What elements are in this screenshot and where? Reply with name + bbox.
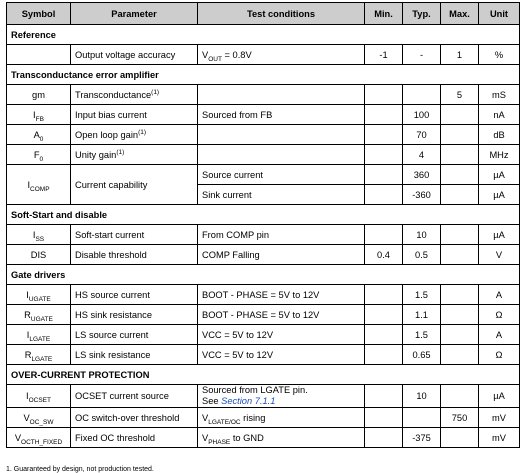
- section-row: [7, 65, 520, 85]
- section-row: [7, 365, 520, 385]
- cell-unit: mV: [479, 428, 520, 448]
- cell-typ: -: [403, 45, 441, 65]
- cell-symbol: $V_{OC\_SW}$: [7, 408, 71, 428]
- cell-min: [365, 408, 403, 428]
- cell-max: [441, 305, 479, 325]
- cell-min: [365, 225, 403, 245]
- cell-conditions: VCC = 5V to 12V: [198, 345, 365, 365]
- cell-conditions: [198, 125, 365, 145]
- section-softstart: Soft-Start and disable: [7, 205, 520, 225]
- cell-parameter: LS source current: [71, 325, 198, 345]
- cell-max: [441, 428, 479, 448]
- cell-unit: mV: [479, 408, 520, 428]
- cell-symbol: $I_{UGATE}$: [7, 285, 71, 305]
- cell-max: [441, 225, 479, 245]
- cell-unit: A: [479, 325, 520, 345]
- header-max: Max.: [441, 3, 479, 25]
- cell-min: [365, 145, 403, 165]
- section-row: [7, 205, 520, 225]
- cell-symbol: gm: [7, 85, 71, 105]
- table-row: [7, 125, 520, 145]
- table-row: [7, 145, 520, 165]
- cell-typ: 1.1: [403, 305, 441, 325]
- cell-symbol: $F_0$: [7, 145, 71, 165]
- header-symbol: Symbol: [7, 3, 71, 25]
- table-row: [7, 285, 520, 305]
- cell-typ: [403, 408, 441, 428]
- cell-typ: 0.65: [403, 345, 441, 365]
- cell-min: [365, 285, 403, 305]
- cell-min: [365, 305, 403, 325]
- cell-typ: 100: [403, 105, 441, 125]
- cell-unit: µA: [479, 225, 520, 245]
- cell-conditions: Sink current: [198, 185, 365, 205]
- table-row: [7, 428, 520, 448]
- cell-max: [441, 345, 479, 365]
- section-row: [7, 25, 520, 45]
- header-parameter: Parameter: [71, 3, 198, 25]
- cell-parameter: Soft-start current: [71, 225, 198, 245]
- cell-unit: µA: [479, 185, 520, 205]
- cell-min: [365, 185, 403, 205]
- cell-unit: Ω: [479, 305, 520, 325]
- header-unit: Unit: [479, 3, 520, 25]
- cell-max: [441, 165, 479, 185]
- footnote: 1. Guaranteed by design, not production tested.: [6, 466, 154, 473]
- section-reference: Reference: [7, 25, 520, 45]
- cell-unit: V: [479, 245, 520, 265]
- cell-typ: 10: [403, 385, 441, 408]
- table-row: [7, 225, 520, 245]
- cell-parameter: Transconductance$^{(1)}$: [71, 85, 198, 105]
- cell-symbol: [7, 45, 71, 65]
- cell-symbol: $I_{OCSET}$: [7, 385, 71, 408]
- cell-typ: 10: [403, 225, 441, 245]
- section-row: [7, 265, 520, 285]
- cell-max: [441, 105, 479, 125]
- cell-conditions: Sourced from LGATE pin. See Section 7.1.1: [198, 385, 365, 408]
- table-row: [7, 165, 520, 185]
- cell-parameter: Current capability: [71, 165, 198, 205]
- header-min: Min.: [365, 3, 403, 25]
- cell-min: [365, 428, 403, 448]
- cell-symbol: $I_{SS}$: [7, 225, 71, 245]
- cell-parameter: Output voltage accuracy: [71, 45, 198, 65]
- cell-conditions: Sourced from FB: [198, 105, 365, 125]
- cell-parameter: Unity gain$^{(1)}$: [71, 145, 198, 165]
- section-transconductance: Transconductance error amplifier: [7, 65, 520, 85]
- cell-max: [441, 385, 479, 408]
- cell-max: [441, 325, 479, 345]
- cell-min: [365, 85, 403, 105]
- cell-max: 5: [441, 85, 479, 105]
- cell-typ: 360: [403, 165, 441, 185]
- table-row: [7, 345, 520, 365]
- table-row: [7, 45, 520, 65]
- cell-parameter: Disable threshold: [71, 245, 198, 265]
- cell-max: [441, 285, 479, 305]
- cell-min: [365, 345, 403, 365]
- cell-typ: 1.5: [403, 325, 441, 345]
- cell-parameter: Open loop gain$^{(1)}$: [71, 125, 198, 145]
- cell-symbol: DIS: [7, 245, 71, 265]
- cell-max: [441, 185, 479, 205]
- cell-conditions: From COMP pin: [198, 225, 365, 245]
- cell-symbol: $R_{UGATE}$: [7, 305, 71, 325]
- cell-unit: MHz: [479, 145, 520, 165]
- cell-conditions: $V_{PHASE}$ to GND: [198, 428, 365, 448]
- cell-symbol: $A_0$: [7, 125, 71, 145]
- cell-symbol: $I_{FB}$: [7, 105, 71, 125]
- cell-unit: nA: [479, 105, 520, 125]
- table-row: [7, 325, 520, 345]
- cell-unit: dB: [479, 125, 520, 145]
- cell-conditions: VCC = 5V to 12V: [198, 325, 365, 345]
- section-gate-drivers: Gate drivers: [7, 265, 520, 285]
- cell-parameter: HS source current: [71, 285, 198, 305]
- header-test-conditions: Test conditions: [198, 3, 365, 25]
- cell-unit: µA: [479, 165, 520, 185]
- cell-max: [441, 125, 479, 145]
- cell-conditions: COMP Falling: [198, 245, 365, 265]
- cell-typ: 0.5: [403, 245, 441, 265]
- table-row: [7, 105, 520, 125]
- cell-parameter: LS sink resistance: [71, 345, 198, 365]
- table-row: [7, 408, 520, 428]
- cell-symbol: $I_{LGATE}$: [7, 325, 71, 345]
- cell-max: [441, 145, 479, 165]
- cell-conditions: Source current: [198, 165, 365, 185]
- cell-symbol: $V_{OCTH\_FIXED}$: [7, 428, 71, 448]
- cell-min: [365, 165, 403, 185]
- cell-min: [365, 385, 403, 408]
- table-row: [7, 245, 520, 265]
- cell-unit: A: [479, 285, 520, 305]
- table-row: [7, 85, 520, 105]
- cell-typ: 1.5: [403, 285, 441, 305]
- cell-unit: %: [479, 45, 520, 65]
- cell-conditions: $V_{LGATE/OC}$ rising: [198, 408, 365, 428]
- section-link[interactable]: Section 7.1.1: [221, 396, 276, 406]
- cell-typ: 4: [403, 145, 441, 165]
- table-row: [7, 305, 520, 325]
- cell-min: [365, 125, 403, 145]
- cell-conditions: [198, 85, 365, 105]
- electrical-characteristics-table: [6, 2, 520, 448]
- cell-min: [365, 105, 403, 125]
- cell-parameter: OCSET current source: [71, 385, 198, 408]
- header-row: [7, 3, 520, 25]
- table-row: [7, 385, 520, 408]
- cell-parameter: OC switch-over threshold: [71, 408, 198, 428]
- cell-min: -1: [365, 45, 403, 65]
- cell-max: [441, 245, 479, 265]
- cell-conditions: BOOT - PHASE = 5V to 12V: [198, 285, 365, 305]
- cell-conditions: BOOT - PHASE = 5V to 12V: [198, 305, 365, 325]
- cell-unit: Ω: [479, 345, 520, 365]
- cell-min: 0.4: [365, 245, 403, 265]
- cell-typ: 70: [403, 125, 441, 145]
- cell-symbol: $R_{LGATE}$: [7, 345, 71, 365]
- cell-typ: [403, 85, 441, 105]
- cell-typ: -360: [403, 185, 441, 205]
- cell-conditions: $V_{OUT} = 0.8V$: [198, 45, 365, 65]
- cell-symbol: $I_{COMP}$: [7, 165, 71, 205]
- cell-max: 750: [441, 408, 479, 428]
- cell-unit: µA: [479, 385, 520, 408]
- cell-parameter: HS sink resistance: [71, 305, 198, 325]
- cell-parameter: Fixed OC threshold: [71, 428, 198, 448]
- cell-min: [365, 325, 403, 345]
- header-typ: Typ.: [403, 3, 441, 25]
- cell-unit: mS: [479, 85, 520, 105]
- cell-conditions: [198, 145, 365, 165]
- cell-max: 1: [441, 45, 479, 65]
- cell-typ: -375: [403, 428, 441, 448]
- section-over-current: OVER-CURRENT PROTECTION: [7, 365, 520, 385]
- cell-parameter: Input bias current: [71, 105, 198, 125]
